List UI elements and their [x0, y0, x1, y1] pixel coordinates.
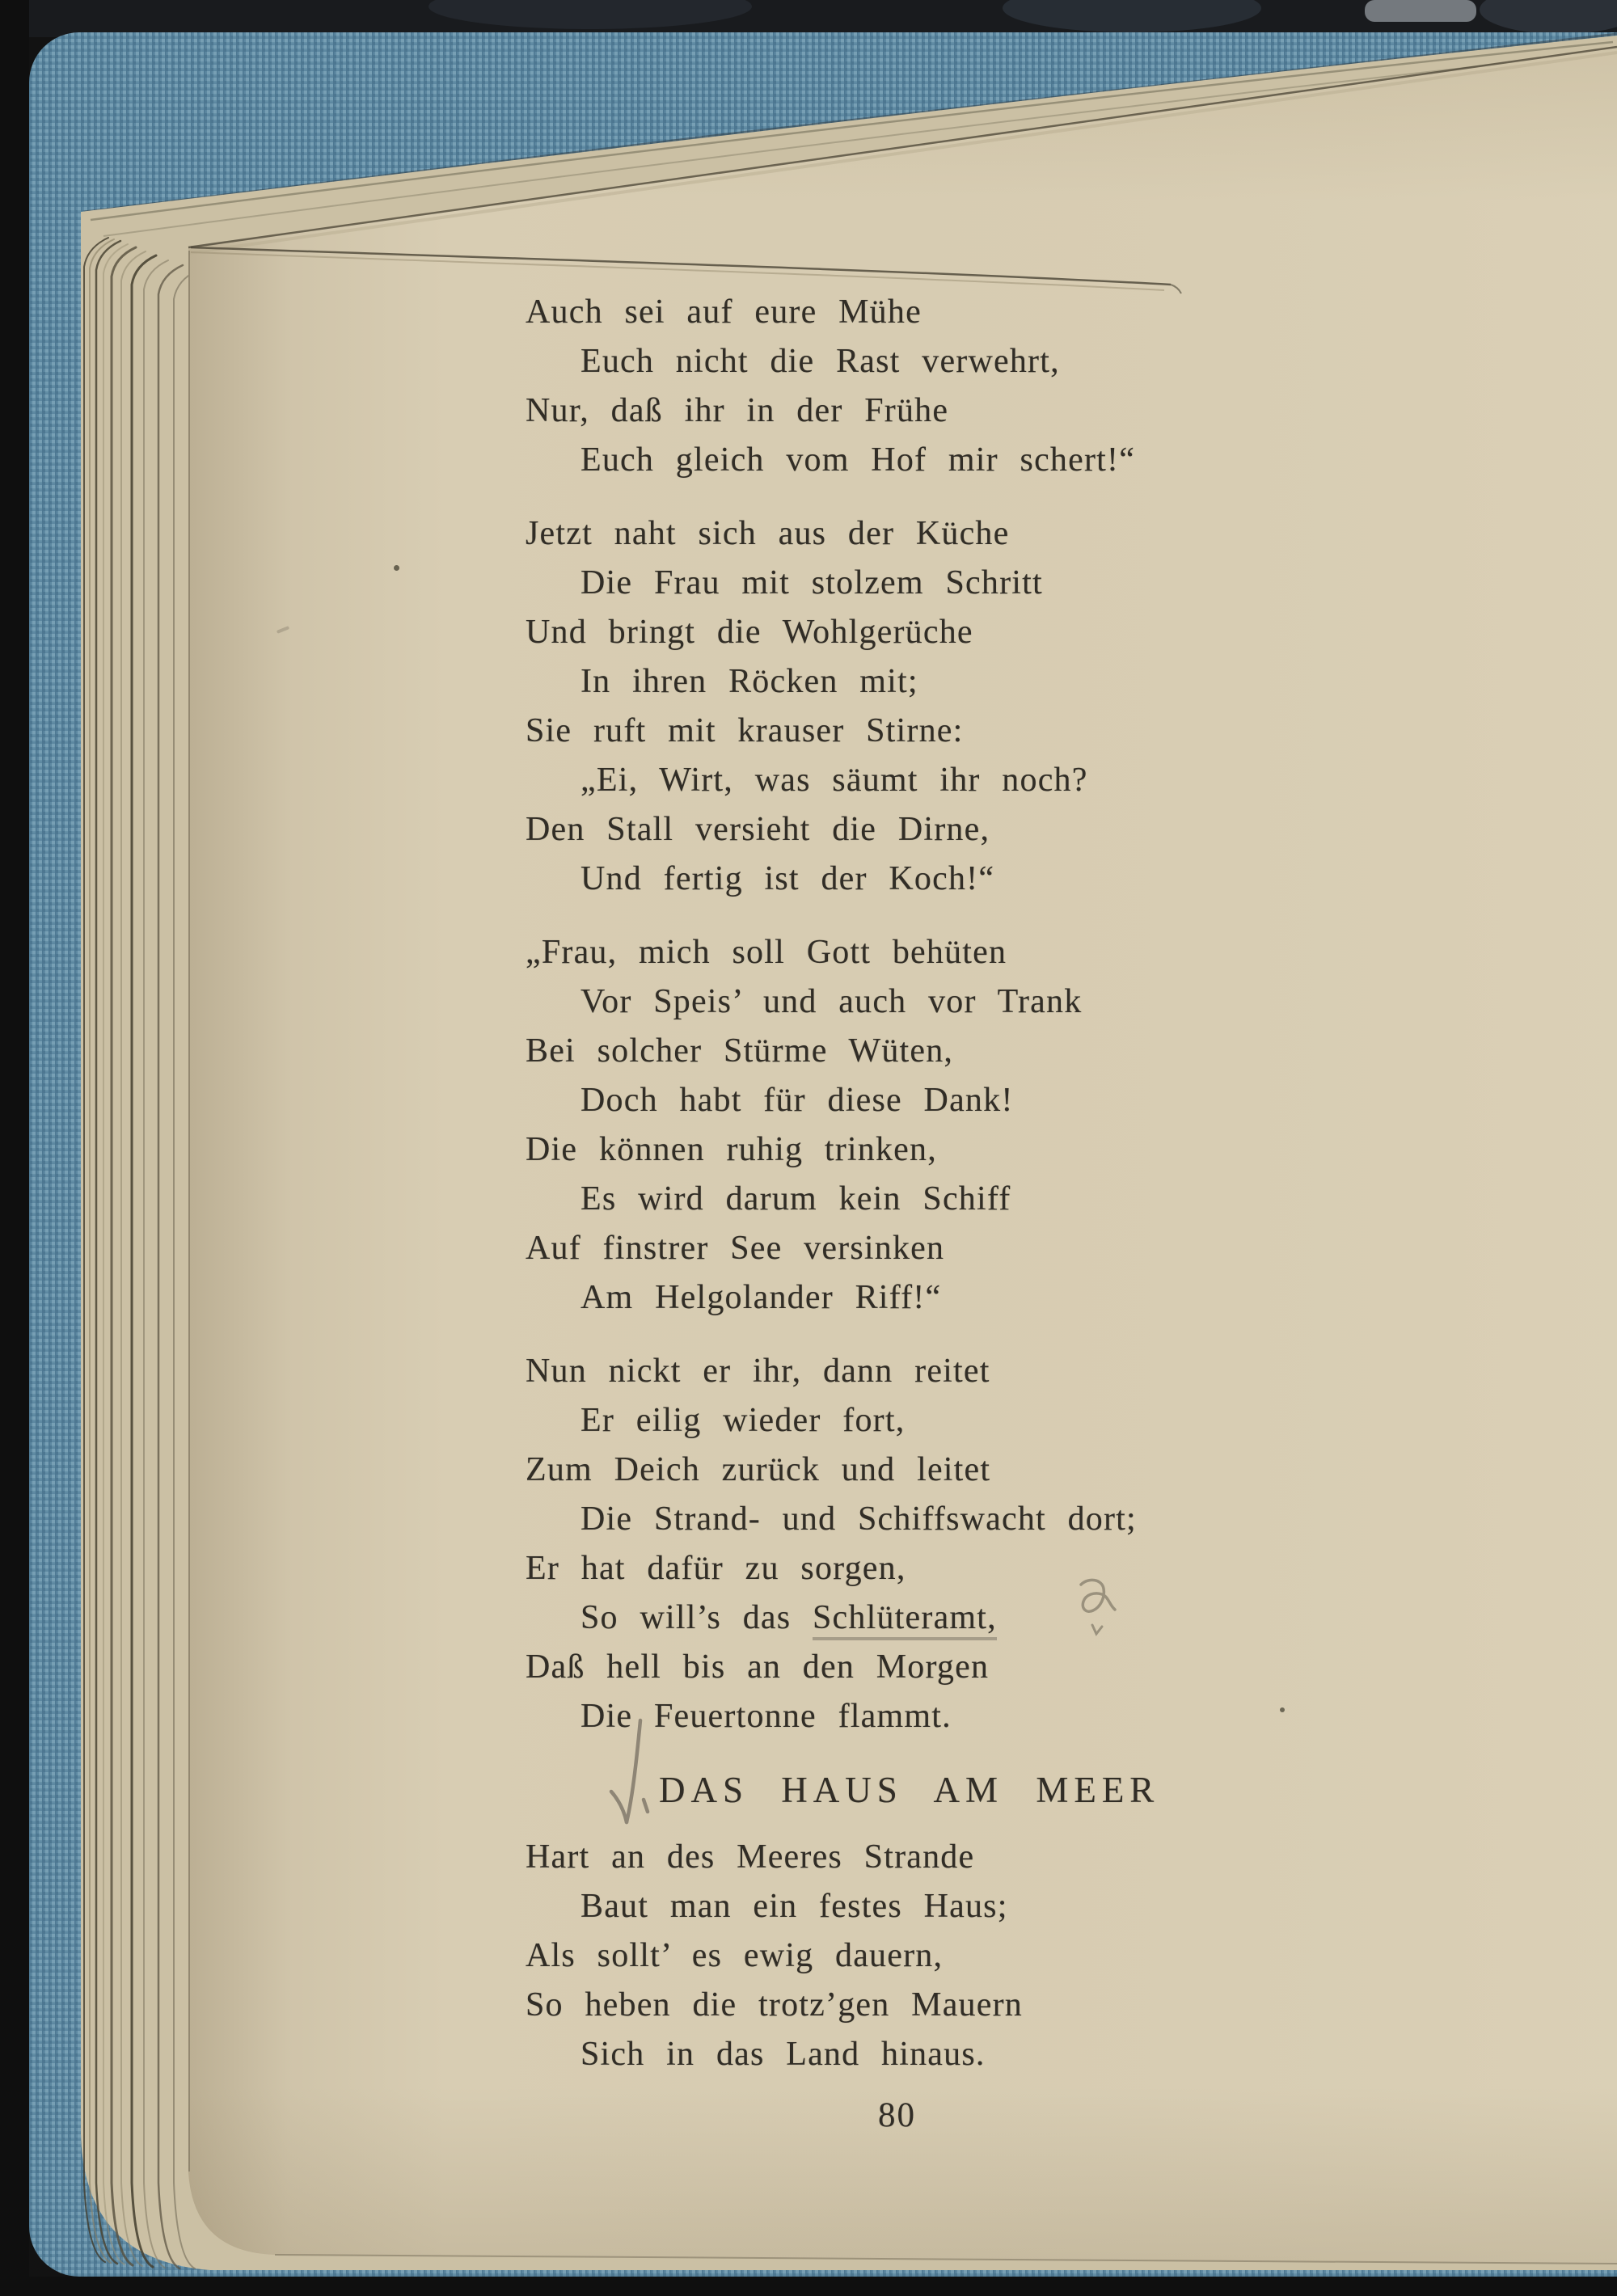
poem-line: Die können ruhig trinken,	[526, 1131, 937, 1168]
poem-line: „Ei, Wirt, was säumt ihr noch?	[581, 762, 1088, 799]
poem-line: Und fertig ist der Koch!“	[581, 860, 995, 897]
poem-line: Die Strand- und Schiffswacht dort;	[581, 1500, 1137, 1538]
poem-line: Daß hell bis an den Morgen	[526, 1648, 990, 1686]
stanza	[526, 288, 1496, 485]
left-black-strip	[0, 0, 29, 2296]
pencil-underlined-word: Schlüteramt,	[813, 1599, 997, 1640]
stanza	[526, 509, 1496, 904]
poem-line: Doch habt für diese Dank!	[581, 1082, 1014, 1119]
poem-line: Nun nickt er ihr, dann reitet	[526, 1353, 990, 1390]
page-number: 80	[878, 2096, 916, 2134]
poem-line: Euch nicht die Rast verwehrt,	[581, 343, 1060, 380]
poem-line: Baut man ein festes Haus;	[581, 1888, 1008, 1925]
poem-line: Er eilig wieder fort,	[581, 1402, 906, 1439]
top-gray-object	[1365, 0, 1476, 22]
stanza	[526, 1833, 1496, 2079]
poem-line: Sich in das Land hinaus.	[581, 2036, 986, 2073]
poem-line: Den Stall versieht die Dirne,	[526, 811, 990, 848]
poem-line: Auf finstrer See versinken	[526, 1230, 945, 1267]
poem-line: Er hat dafür zu sorgen,	[526, 1550, 906, 1587]
poem-stanzas-before-heading	[526, 288, 1496, 1741]
stanza	[526, 928, 1496, 1323]
section-heading: DAS HAUS AM MEER	[659, 1770, 1160, 1810]
poem-line: Jetzt naht sich aus der Küche	[526, 515, 1010, 552]
bottom-black-strip	[0, 2277, 1617, 2296]
poem-text-block	[526, 288, 1496, 2104]
stanza	[526, 1347, 1496, 1741]
poem-line: Die Frau mit stolzem Schritt	[581, 564, 1043, 601]
poem-line: Bei solcher Stürme Wüten,	[526, 1032, 954, 1070]
ink-fleck	[394, 565, 399, 571]
poem-line: Als sollt’ es ewig dauern,	[526, 1937, 944, 1974]
ink-fleck	[1280, 1707, 1285, 1712]
poem-line: In ihren Röcken mit;	[581, 663, 918, 700]
poem-line: Hart an des Meeres Strande	[526, 1838, 975, 1876]
poem-line: Am Helgolander Riff!“	[581, 1279, 942, 1316]
poem-line: Zum Deich zurück und leitet	[526, 1451, 991, 1488]
poem-line: Auch sei auf eure Mühe	[526, 293, 922, 331]
poem-line: Vor Speis’ und auch vor Trank	[581, 983, 1083, 1020]
poem-line: Nur, daß ihr in der Frühe	[526, 392, 949, 429]
pencil-check-mark-icon	[600, 1716, 658, 1837]
poem-line: Die Feuertonne flammt.	[581, 1698, 952, 1735]
pencil-scribble-icon	[1063, 1572, 1136, 1649]
poem-line: Euch gleich vom Hof mir schert!“	[581, 441, 1136, 479]
poem-line: So heben die trotz’gen Mauern	[526, 1986, 1023, 2024]
poem-line: So will’s das Schlüteramt,	[526, 1593, 1496, 1643]
poem-line: Und bringt die Wohlgerüche	[526, 614, 973, 651]
poem-stanzas-after-heading	[526, 1833, 1496, 2079]
poem-line: Es wird darum kein Schiff	[581, 1180, 1011, 1218]
poem-line: „Frau, mich soll Gott behüten	[526, 934, 1007, 971]
poem-line: Sie ruft mit krauser Stirne:	[526, 712, 964, 749]
